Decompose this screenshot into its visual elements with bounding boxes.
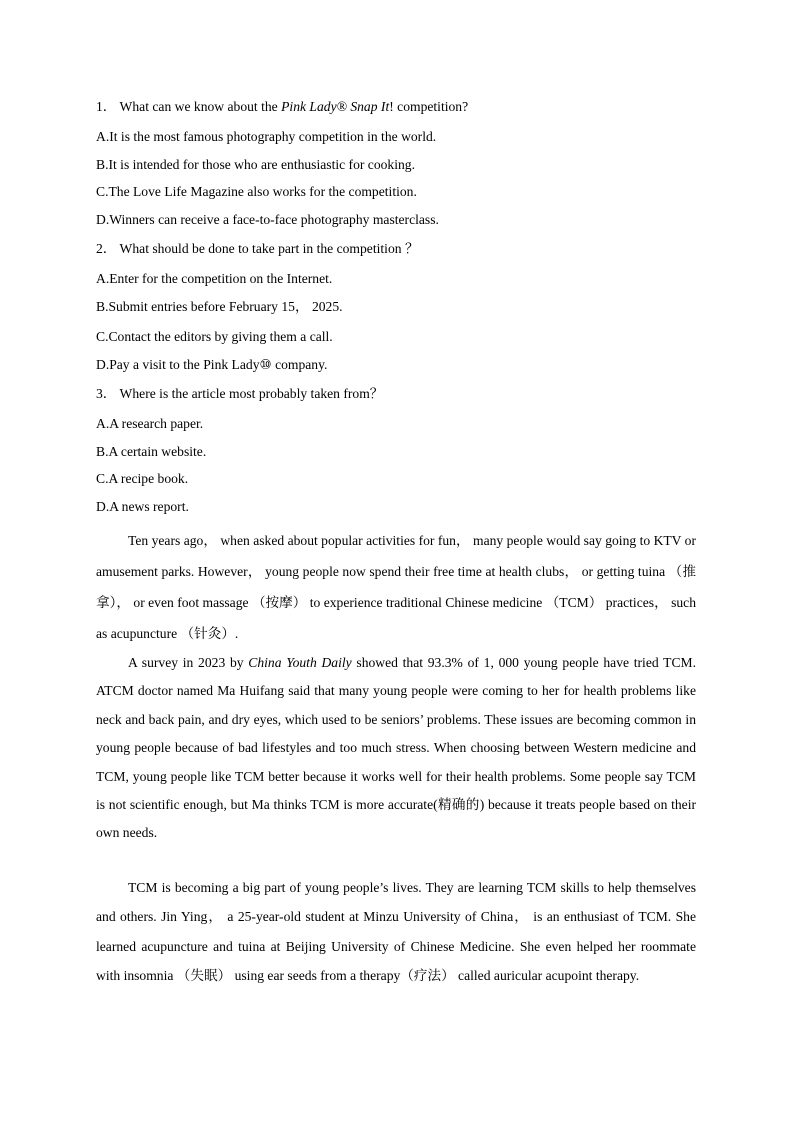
question-3-option-a: A.A research paper.: [96, 416, 204, 431]
question-1-stem: [96, 98, 468, 116]
question-2-option-c: C.Contact the editors by giving them a call.: [96, 329, 333, 344]
question-1-stem-italic: Pink Lady® Snap It: [281, 99, 390, 114]
passage-paragraph-2: [96, 649, 696, 848]
question-1-option-b: B.It is intended for those who are enthusiastic for cooking.: [96, 157, 416, 172]
question-3-option-b: B.A certain website.: [96, 444, 207, 459]
question-1-option-a: A.It is the most famous photography competition in the world.: [96, 129, 437, 144]
question-2-option-d: D.Pay a visit to the Pink Lady⑩ company.: [96, 357, 328, 372]
passage-paragraph-1: [96, 525, 696, 649]
question-3-stem: 3． Where is the article most probably taken from？: [96, 386, 384, 401]
question-2-option-a: A.Enter for the competition on the Internet.: [96, 271, 333, 286]
passage-paragraph-2-lead: A survey in 2023 by: [128, 655, 249, 670]
newspaper-title: China Youth Daily: [248, 655, 352, 670]
question-1-option-c: C.The Love Life Magazine also works for the competition.: [96, 184, 417, 199]
passage-paragraph-3: [96, 873, 696, 991]
passage-paragraph-1-text: Ten years ago， when asked about popular activities for fun， many people would say going to KTV or amusement parks. However， young people now spend their free time at health clubs， or getting tuina （推拿）， or even foot massage （按摩） to experience traditional Chinese medicine （TCM） practices， such as acupuncture （针灸）.: [96, 533, 696, 641]
question-2-option-b: B.Submit entries before February 15， 2025.: [96, 299, 343, 314]
question-1-stem-end: ! competition?: [389, 99, 469, 114]
question-1-stem-text: 1． What can we know about the: [96, 99, 282, 114]
question-3-option-c: C.A recipe book.: [96, 471, 189, 486]
question-3-option-d: D.A news report.: [96, 499, 189, 514]
question-1-option-d: D.Winners can receive a face-to-face photography masterclass.: [96, 212, 439, 227]
passage-paragraph-3-text: TCM is becoming a big part of young people’s lives. They are learning TCM skills to help themselves and others. Jin Ying， a 25-year-old student at Minzu University of China， is an enthusiast of TCM. She learned acupuncture and tuina at Beijing University of Chinese Medicine. She even helped her roommate with insomnia （失眠） using ear seeds from a therapy（疗法） called auricular acupoint therapy.: [96, 880, 696, 984]
question-2-stem: 2． What should be done to take part in the competition ？: [96, 241, 419, 256]
passage-paragraph-2-body: showed that 93.3% of 1, 000 young people have tried TCM. ATCM doctor named Ma Huifang said that many young people were coming to her for health problems like neck and back pain, and dry eyes, which used to be seniors’ problems. These issues are becoming common in young people because of bad lifestyles and too much stress. When choosing between Western medicine and TCM, young people like TCM better because it works well for their health problems. Some people say TCM is not scientific enough, but Ma thinks TCM is more accurate(精确的) because it treats people based on their own needs.: [96, 655, 696, 841]
passage-paragraph-2-text: [96, 649, 696, 848]
